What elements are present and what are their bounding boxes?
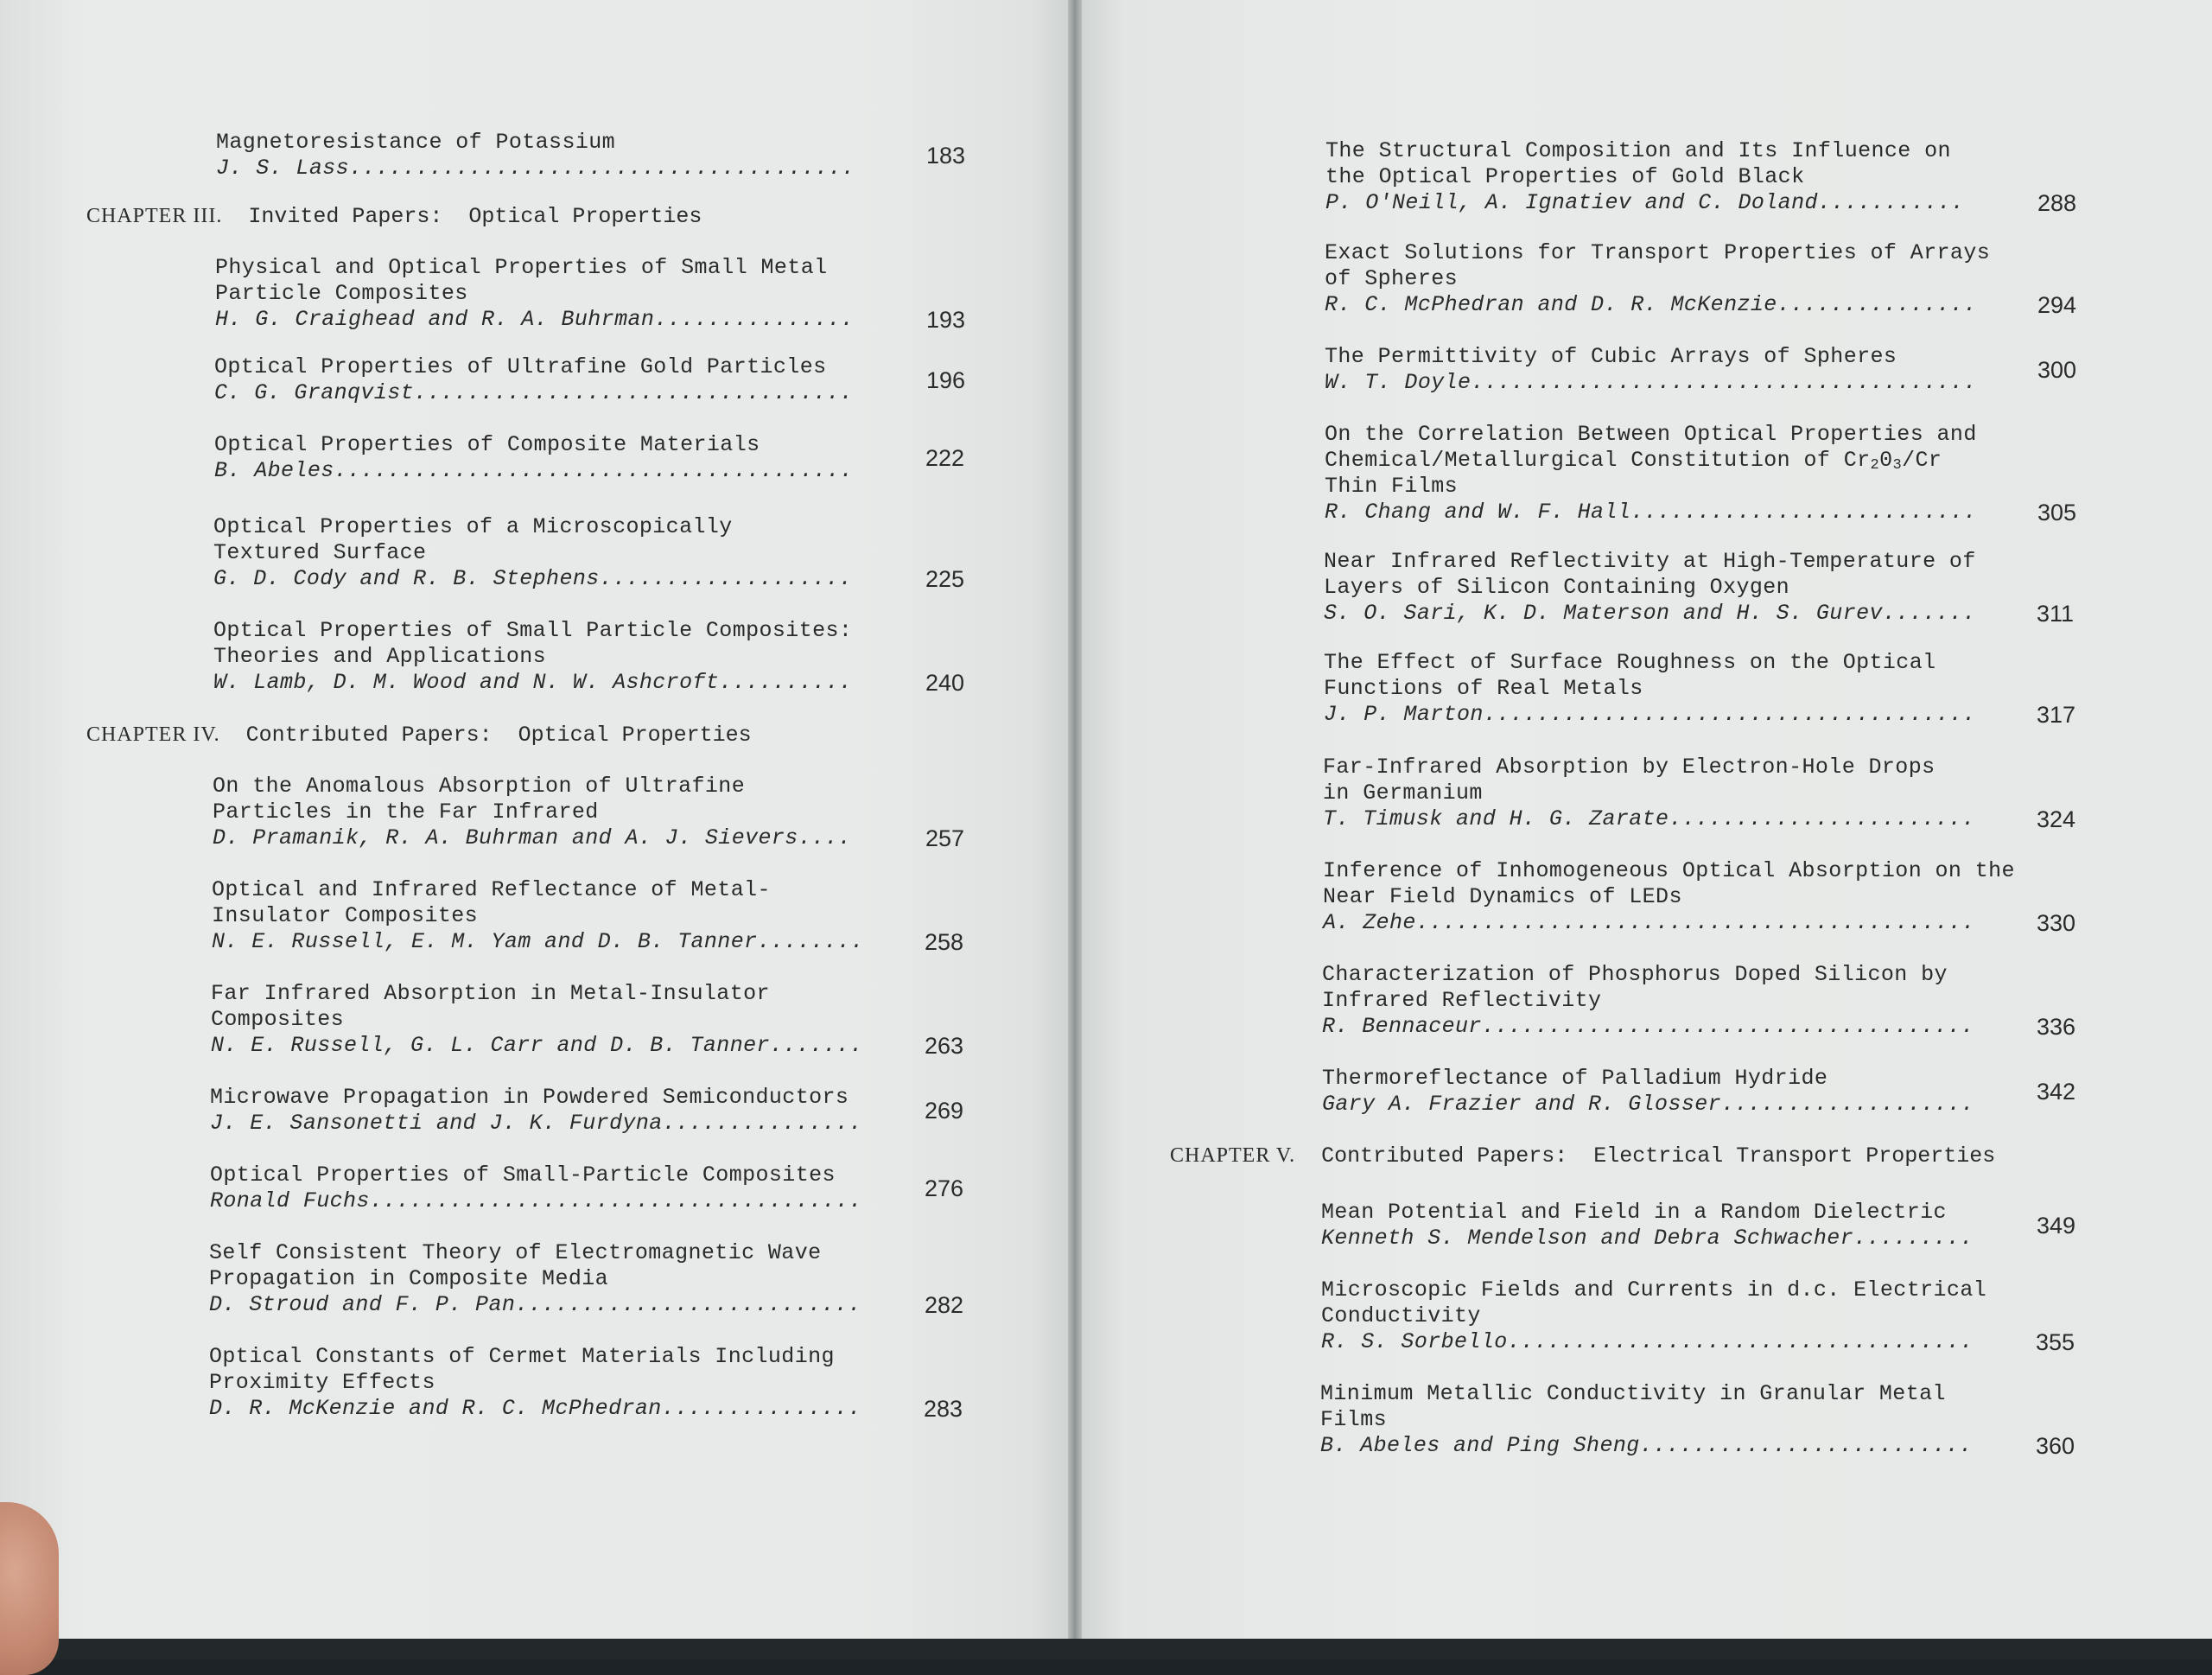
toc-entry-title: Microwave Propagation in Powdered Semiconductors (210, 1085, 849, 1110)
toc-entry-authors: D. R. McKenzie and R. C. McPhedran............... (209, 1396, 861, 1421)
leader-dots: ............... (1777, 292, 1977, 317)
toc-entry-authors: R. C. McPhedran and D. R. McKenzie............... (1325, 292, 1977, 317)
leader-dots: ................... (1721, 1092, 1974, 1117)
toc-entry-authors: G. D. Cody and R. B. Stephens................... (213, 566, 853, 591)
toc-entry-title: Inference of Inhomogeneous Optical Absorption on the (1323, 858, 2015, 883)
toc-entry-title: Propagation in Composite Media (209, 1266, 609, 1291)
chapter-title: Invited Papers: Optical Properties (248, 204, 702, 229)
toc-entry-title: Thin Films (1325, 474, 1459, 499)
toc-entry-authors: D. Stroud and F. P. Pan.......................... (209, 1292, 861, 1317)
leader-dots: ....... (1882, 601, 1976, 626)
toc-entry-title: Thermoreflectance of Palladium Hydride (1322, 1066, 1828, 1091)
toc-entry-page-number: 193 (926, 307, 966, 333)
toc-entry-authors: R. Chang and W. F. Hall.......................... (1325, 500, 1977, 525)
leader-dots: ................................. (414, 380, 854, 405)
toc-entry-title: Minimum Metallic Conductivity in Granular Metal (1320, 1381, 1946, 1406)
toc-entry-authors: N. E. Russell, G. L. Carr and D. B. Tanner....... (211, 1033, 863, 1058)
leader-dots: ........... (1817, 190, 1965, 215)
toc-entry-title: Optical Properties of a Microscopically (213, 514, 733, 539)
leader-dots: ......... (1853, 1226, 1974, 1251)
toc-entry-page-number: 330 (2037, 910, 2076, 936)
toc-entry-page-number: 300 (2037, 357, 2077, 383)
leader-dots: .... (798, 825, 852, 850)
toc-entry-title: Self Consistent Theory of Electromagnetic Wave (209, 1240, 822, 1265)
toc-entry-page-number: 269 (925, 1098, 964, 1124)
toc-entry-title: Composites (211, 1007, 345, 1032)
toc-entry-authors: W. T. Doyle...................................... (1325, 370, 1977, 395)
book-gutter (1068, 0, 1082, 1659)
leader-dots: ..................................... (1481, 1014, 1974, 1039)
left-page (0, 0, 1071, 1659)
leader-dots: ....... (769, 1033, 863, 1058)
toc-entry-page-number: 294 (2037, 292, 2077, 318)
toc-entry-page-number: 317 (2037, 702, 2076, 728)
leader-dots: .......................... (515, 1292, 861, 1317)
toc-entry-authors: N. E. Russell, E. M. Yam and D. B. Tanner........ (212, 929, 864, 954)
leader-dots: ...................................... (349, 156, 855, 181)
toc-entry-page-number: 288 (2037, 190, 2077, 216)
toc-entry-title: Functions of Real Metals (1324, 676, 1643, 701)
leader-dots: ............... (662, 1111, 862, 1136)
toc-entry-authors: B. Abeles and Ping Sheng......................... (1320, 1433, 1973, 1458)
toc-entry-page-number: 324 (2037, 806, 2076, 832)
leader-dots: .......... (719, 670, 853, 695)
toc-entry-authors: C. G. Granqvist................................. (214, 380, 854, 405)
toc-entry-title: Mean Potential and Field in a Random Dielectric (1321, 1200, 1947, 1225)
leader-dots: ........ (757, 929, 864, 954)
toc-entry-page-number: 342 (2037, 1079, 2076, 1105)
leader-dots: ....................................... (334, 458, 854, 483)
leader-dots: .......................... (1630, 500, 1977, 525)
book-bottom-edge (0, 1639, 2212, 1659)
leader-dots: ............... (661, 1396, 861, 1421)
leader-dots: ...................................... (1471, 370, 1977, 395)
leader-dots: ....................... (1669, 806, 1975, 831)
toc-entry-title: The Structural Composition and Its Influence on (1325, 138, 1951, 163)
toc-entry-title: Physical and Optical Properties of Small Metal (215, 255, 828, 280)
toc-entry-page-number: 240 (925, 670, 965, 696)
chapter-number: CHAPTER V. (1170, 1144, 1296, 1167)
toc-entry-page-number: 222 (925, 445, 965, 471)
toc-entry-title: Optical Properties of Small-Particle Composites (210, 1162, 836, 1188)
toc-entry-authors: S. O. Sari, K. D. Materson and H. S. Gurev....... (1324, 601, 1976, 626)
toc-entry-page-number: 336 (2037, 1014, 2076, 1040)
toc-entry-title: Films (1320, 1407, 1388, 1432)
leader-dots: ......................... (1639, 1433, 1973, 1458)
toc-entry-page-number: 196 (926, 367, 966, 393)
chapter-heading (1170, 1143, 1995, 1169)
chapter-title: Contributed Papers: Electrical Transport Properties (1321, 1143, 1996, 1169)
toc-entry-title: Optical Properties of Composite Materials (214, 432, 760, 457)
toc-entry-page-number: 263 (925, 1033, 964, 1059)
toc-entry-title: Near Field Dynamics of LEDs (1323, 884, 1682, 909)
toc-entry-title: On the Correlation Between Optical Properties and (1325, 422, 1977, 447)
toc-entry-title: Particles in the Far Infrared (213, 799, 599, 825)
toc-entry-page-number: 349 (2037, 1213, 2076, 1239)
right-page (1078, 0, 2212, 1659)
toc-entry-authors: J. P. Marton..................................... (1324, 702, 1976, 727)
toc-entry-title: Textured Surface (213, 540, 427, 565)
leader-dots: ................... (599, 566, 853, 591)
toc-entry-title: Insulator Composites (212, 903, 479, 928)
toc-entry-authors: R. S. Sorbello................................... (1321, 1329, 1974, 1354)
toc-entry-title: Proximity Effects (209, 1370, 435, 1395)
chapter-heading (86, 203, 702, 230)
toc-entry-title: Magnetoresistance of Potassium (216, 130, 616, 155)
toc-entry-title: Characterization of Phosphorus Doped Silicon by (1322, 962, 1948, 987)
toc-entry-page-number: 183 (926, 143, 966, 169)
toc-entry-authors: J. E. Sansonetti and J. K. Furdyna............... (210, 1111, 862, 1136)
toc-entry-title: The Effect of Surface Roughness on the Optical (1324, 650, 1936, 675)
thumb (0, 1502, 59, 1675)
toc-entry-title: Optical and Infrared Reflectance of Metal- (212, 877, 771, 902)
toc-entry-authors: Ronald Fuchs..................................... (210, 1188, 862, 1213)
toc-entry-authors: B. Abeles....................................... (214, 458, 854, 483)
toc-entry-page-number: 276 (925, 1175, 964, 1201)
toc-entry-page-number: 283 (924, 1396, 963, 1422)
toc-entry-title: Chemical/Metallurgical Constitution of $Cr_20_3/Cr$ (1325, 448, 1942, 474)
toc-entry-authors: R. Bennaceur..................................... (1322, 1014, 1974, 1039)
toc-entry-title: Far Infrared Absorption in Metal-Insulator (211, 981, 770, 1006)
leader-dots: ............... (654, 307, 855, 332)
toc-entry-authors: A. Zehe.......................................... (1323, 910, 1975, 935)
toc-entry-title: Infrared Reflectivity (1322, 988, 1602, 1013)
toc-entry-page-number: 360 (2036, 1433, 2075, 1459)
toc-entry-authors: W. Lamb, D. M. Wood and N. W. Ashcroft.......... (213, 670, 853, 695)
toc-entry-authors: P. O'Neill, A. Ignatiev and C. Doland........... (1325, 190, 1965, 215)
toc-entry-authors: D. Pramanik, R. A. Buhrman and A. J. Sievers.... (213, 825, 852, 850)
toc-entry-title: Optical Properties of Small Particle Composites: (213, 618, 853, 643)
toc-entry-authors: J. S. Lass...................................... (216, 156, 855, 181)
toc-entry-authors: T. Timusk and H. G. Zarate....................... (1323, 806, 1975, 831)
leader-dots: ..................................... (369, 1188, 862, 1213)
toc-entry-title: Far-Infrared Absorption by Electron-Hole Drops (1323, 755, 1936, 780)
leader-dots: ................................... (1507, 1329, 1974, 1354)
toc-entry-page-number: 305 (2037, 500, 2077, 525)
toc-entry-page-number: 355 (2036, 1329, 2075, 1355)
toc-entry-title: Layers of Silicon Containing Oxygen (1324, 575, 1790, 600)
toc-entry-title: Optical Constants of Cermet Materials Including (209, 1344, 835, 1369)
toc-entry-page-number: 282 (925, 1292, 964, 1318)
chapter-number: CHAPTER III. (86, 205, 223, 227)
toc-entry-authors: Kenneth S. Mendelson and Debra Schwacher......... (1321, 1226, 1974, 1251)
toc-entry-title: Optical Properties of Ultrafine Gold Particles (214, 354, 827, 379)
toc-entry-title: The Permittivity of Cubic Arrays of Spheres (1325, 344, 1897, 369)
toc-entry-page-number: 225 (925, 566, 965, 592)
chapter-title: Contributed Papers: Optical Properties (245, 723, 752, 748)
toc-entry-title: Theories and Applications (213, 644, 547, 669)
toc-entry-title: Conductivity (1321, 1303, 1481, 1328)
toc-entry-title: Exact Solutions for Transport Properties of Arrays (1325, 240, 1991, 265)
toc-entry-page-number: 311 (2037, 601, 2075, 627)
toc-entry-title: Particle Composites (215, 281, 468, 306)
chapter-number: CHAPTER IV. (86, 723, 220, 746)
toc-entry-title: in Germanium (1323, 780, 1483, 806)
leader-dots: ..................................... (1483, 702, 1976, 727)
toc-entry-page-number: 258 (925, 929, 964, 955)
toc-entry-title: On the Anomalous Absorption of Ultrafine (213, 774, 746, 799)
toc-entry-title: of Spheres (1325, 266, 1459, 291)
toc-entry-title: Near Infrared Reflectivity at High-Temperature of (1324, 549, 1976, 574)
leader-dots: .......................................... (1415, 910, 1975, 935)
chapter-heading (86, 722, 752, 748)
toc-entry-authors: Gary A. Frazier and R. Glosser................... (1322, 1092, 1974, 1117)
toc-entry-authors: H. G. Craighead and R. A. Buhrman............... (215, 307, 855, 332)
toc-entry-page-number: 257 (925, 825, 965, 851)
toc-entry-title: the Optical Properties of Gold Black (1325, 164, 1805, 189)
toc-entry-title: Microscopic Fields and Currents in d.c. Electrical (1321, 1277, 1987, 1302)
